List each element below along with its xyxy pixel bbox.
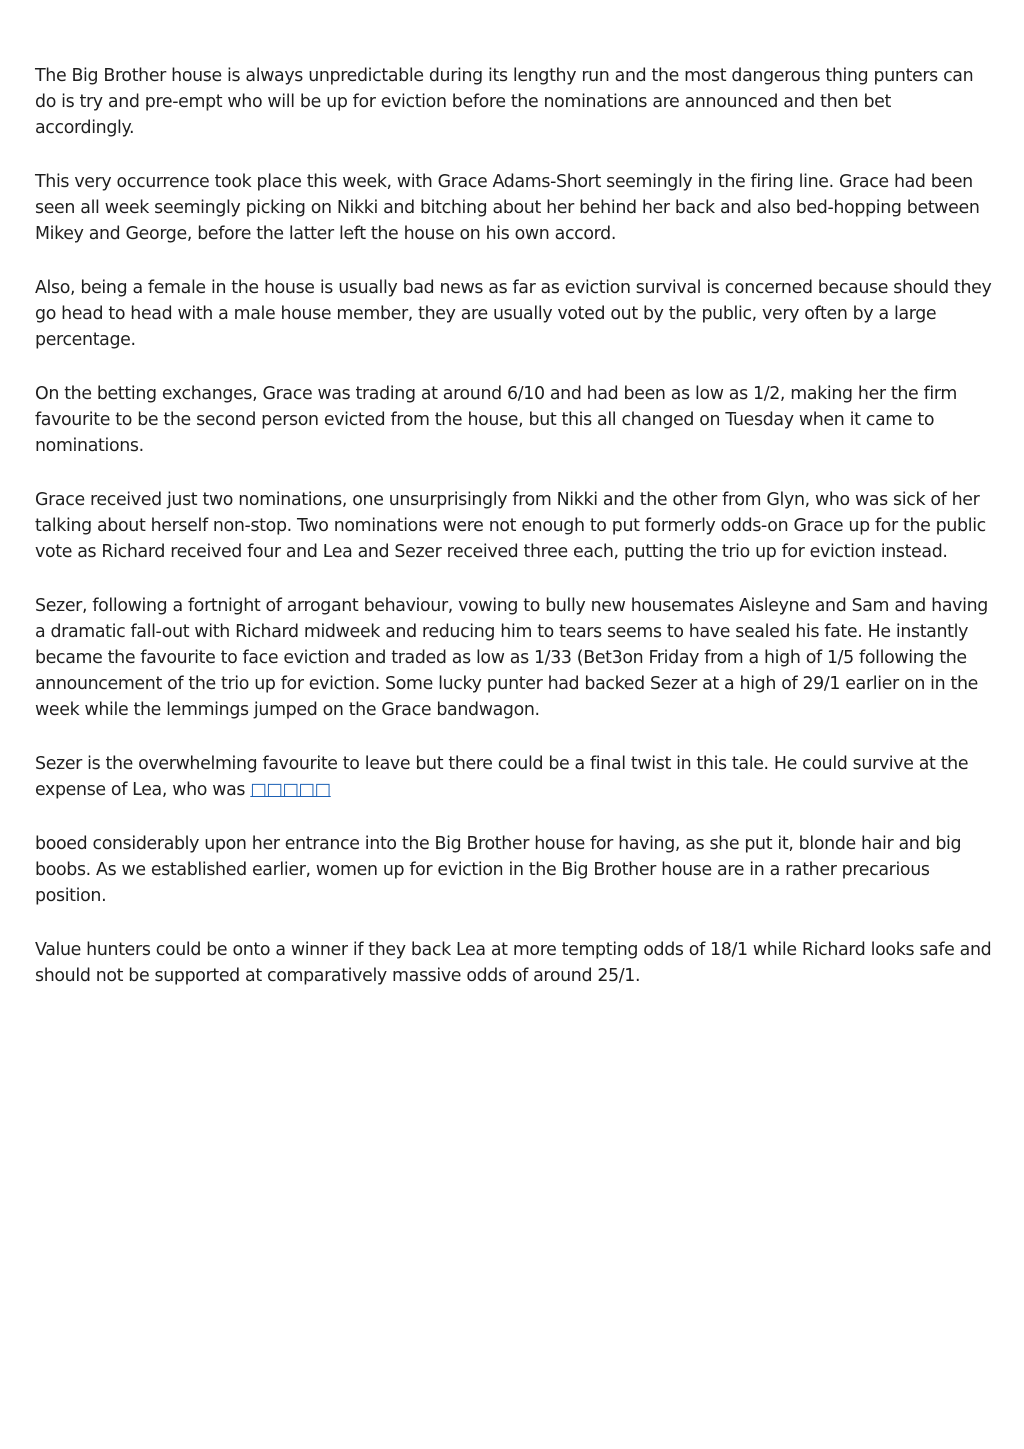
paragraph-grace-firing-line: This very occurrence took place this week, with Grace Adams-Short seemingly in the firing line. Grace had been seen all week seemingly picking on Nikki and bitching about her behind her back and also bed-hopping between Mikey and George, before the latter left the house on his own accord.	[35, 172, 980, 244]
paragraph-sezer-favourite: Sezer, following a fortnight of arrogant behaviour, vowing to bully new housemates Aisleyne and Sam and having a dramatic fall-out with Richard midweek and reducing him to tears seems to have sealed his fate. He instantly became the favourite to face eviction and traded as low as 1/33 (Bet3on Friday from a high of 1/5 following the announcement of the trio up for eviction. Some lucky punter had backed Sezer at a high of 29/1 earlier on in the week while the lemmings jumped on the Grace bandwagon.	[35, 596, 988, 720]
inline-link[interactable]: □□□□□	[250, 780, 331, 800]
paragraph-nominations: Grace received just two nominations, one unsurprisingly from Nikki and the other from Glyn, who was sick of her talking about herself non-stop. Two nominations were not enough to put formerly odds-on Grace up for the public vote as Richard received four and Lea and Sezer received three each, putting the trio up for eviction instead.	[35, 490, 986, 562]
paragraph-female-eviction: Also, being a female in the house is usually bad news as far as eviction survival is concerned because should they go head to head with a male house member, they are usually voted out by the public, very often by a large percentage.	[35, 278, 992, 350]
paragraph-final-twist	[35, 751, 993, 803]
paragraph-final-twist-text: Sezer is the overwhelming favourite to leave but there could be a final twist in this tale. He could survive at the expense of Lea, who was	[35, 754, 969, 800]
paragraph-value-hunters: Value hunters could be onto a winner if they back Lea at more tempting odds of 18/1 while Richard looks safe and should not be supported at comparatively massive odds of around 25/1.	[35, 940, 992, 986]
paragraph-lea-booed: booed considerably upon her entrance into the Big Brother house for having, as she put it, blonde hair and big boobs. As we established earlier, women up for eviction in the Big Brother house are in a rather precarious position.	[35, 834, 962, 906]
paragraph-betting-exchanges: On the betting exchanges, Grace was trading at around 6/10 and had been as low as 1/2, making her the firm favourite to be the second person evicted from the house, but this all changed on Tuesday when it came to nominations.	[35, 384, 957, 456]
paragraph-intro: The Big Brother house is always unpredictable during its lengthy run and the most dangerous thing punters can do is try and pre-empt who will be up for eviction before the nominations are announced and then bet accordingly.	[35, 66, 974, 138]
article-body	[35, 63, 993, 1017]
